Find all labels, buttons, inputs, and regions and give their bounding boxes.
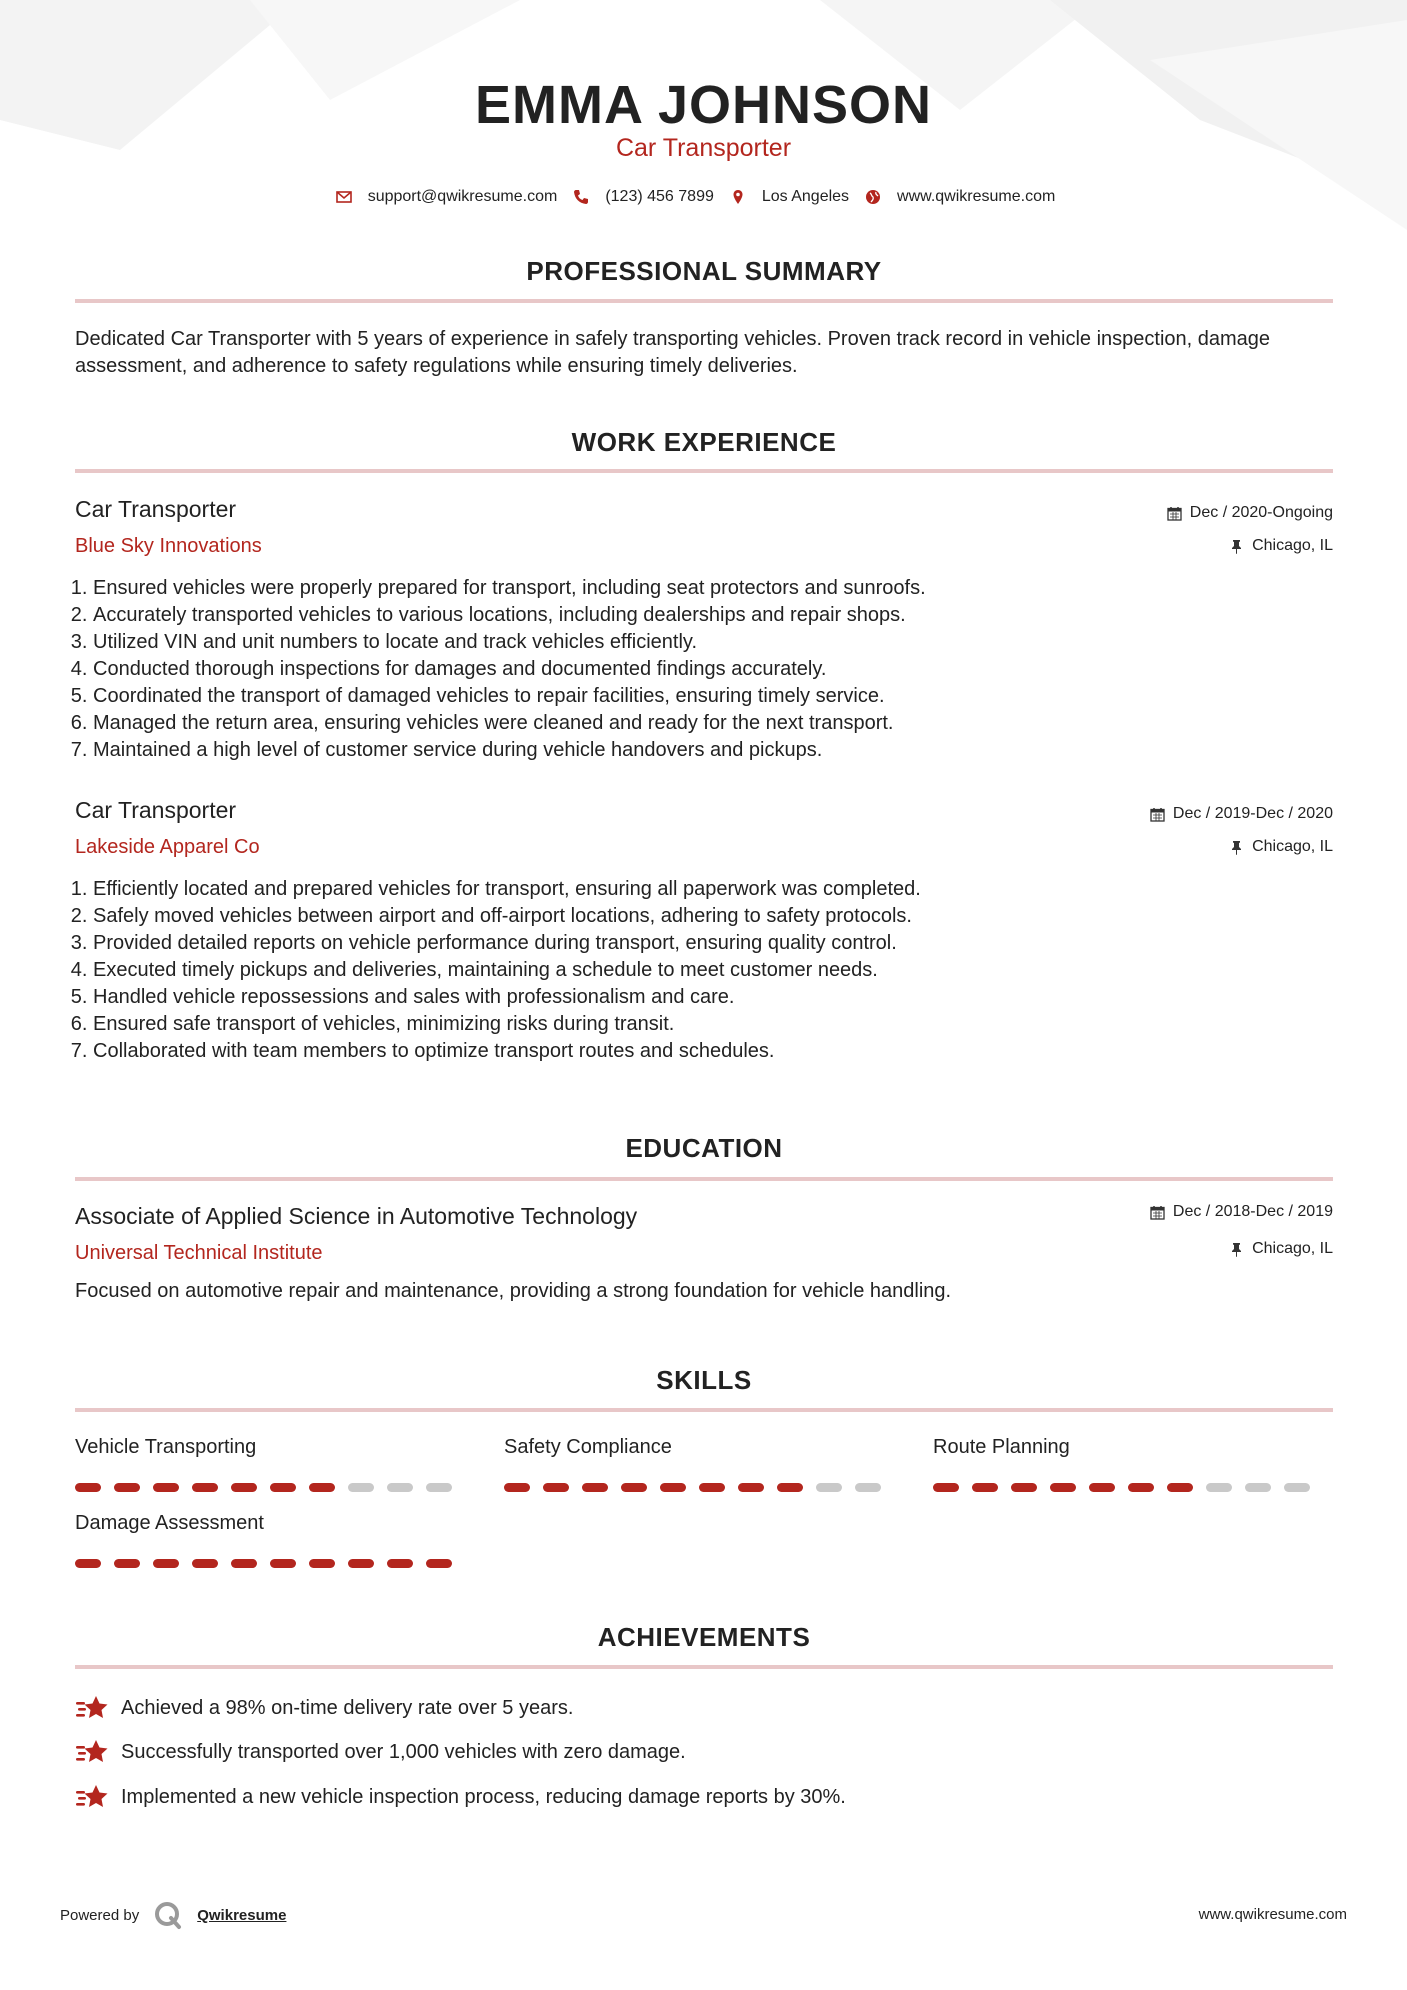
- achievement-item: [75, 1782, 846, 1812]
- skill-segment-filled: [75, 1559, 101, 1568]
- brand-link[interactable]: Qwikresume: [197, 1906, 287, 1924]
- skill-level-bar: [75, 1559, 452, 1568]
- skill-segment-filled: [933, 1483, 959, 1492]
- list-item: 5. Coordinated the transport of damaged vehicles to repair facilities, ensuring timely service.: [93, 683, 926, 710]
- qwikresume-logo-icon: [153, 1900, 183, 1930]
- job-title: Car Transporter: [75, 496, 237, 522]
- skill-segment-filled: [192, 1559, 218, 1568]
- skill-segment-filled: [1128, 1483, 1154, 1492]
- skill-segment-filled: [270, 1483, 296, 1492]
- skill-segment-empty: [426, 1483, 452, 1492]
- education-divider: [75, 1177, 1333, 1181]
- skill-segment-filled: [426, 1559, 452, 1568]
- job-date: [1167, 504, 1333, 522]
- skill-segment-filled: [1011, 1483, 1037, 1492]
- list-item: 7. Collaborated with team members to optimize transport routes and schedules.: [93, 1038, 921, 1065]
- skill-segment-filled: [231, 1483, 257, 1492]
- experience-divider: [75, 469, 1333, 473]
- job-date: [1150, 805, 1333, 823]
- skill-segment-filled: [543, 1483, 569, 1492]
- skill-name: Vehicle Transporting: [75, 1436, 257, 1458]
- skill-segment-filled: [777, 1483, 803, 1492]
- skill-name: Route Planning: [933, 1436, 1070, 1458]
- skill-name: Safety Compliance: [504, 1436, 672, 1458]
- job-location-text: Chicago, IL: [1252, 537, 1333, 554]
- list-item: 3. Utilized VIN and unit numbers to locate and track vehicles efficiently.: [93, 629, 926, 656]
- skill-segment-filled: [582, 1483, 608, 1492]
- pushpin-icon: [1229, 840, 1244, 855]
- skill-segment-filled: [621, 1483, 647, 1492]
- job-company: Blue Sky Innovations: [75, 535, 262, 557]
- skill-segment-filled: [153, 1483, 179, 1492]
- pushpin-icon: [1229, 1242, 1244, 1257]
- contact-location: Los Angeles: [761, 188, 850, 205]
- school-name: Universal Technical Institute: [75, 1242, 323, 1264]
- job-date-text: Dec / 2019-Dec / 2020: [1172, 805, 1333, 822]
- skill-segment-empty: [1284, 1483, 1310, 1492]
- skill-segment-filled: [309, 1559, 335, 1568]
- education-location-text: Chicago, IL: [1252, 1240, 1333, 1257]
- skill-level-bar: [75, 1483, 452, 1492]
- contact-bar: [0, 188, 1407, 206]
- skill-segment-filled: [114, 1559, 140, 1568]
- shooting-star-icon: [75, 1737, 109, 1767]
- skill-segment-filled: [504, 1483, 530, 1492]
- list-item: 6. Ensured safe transport of vehicles, minimizing risks during transit.: [93, 1011, 921, 1038]
- skill-segment-empty: [1245, 1483, 1271, 1492]
- list-item: 5. Handled vehicle repossessions and sales with professionalism and care.: [93, 984, 921, 1011]
- list-item: 7. Maintained a high level of customer service during vehicle handovers and pickups.: [93, 737, 926, 764]
- contact-website[interactable]: www.qwikresume.com: [897, 188, 1056, 205]
- education-date: [1150, 1203, 1333, 1221]
- calendar-icon: [1150, 1205, 1165, 1220]
- skills-divider: [75, 1408, 1333, 1412]
- job-location-text: Chicago, IL: [1252, 838, 1333, 855]
- education-date-text: Dec / 2018-Dec / 2019: [1172, 1203, 1333, 1220]
- footer-powered-by: [60, 1900, 286, 1930]
- job-date-text: Dec / 2020-Ongoing: [1189, 504, 1333, 521]
- contact-email[interactable]: support@qwikresume.com: [367, 188, 558, 205]
- skill-segment-filled: [114, 1483, 140, 1492]
- calendar-icon: [1150, 807, 1165, 822]
- skill-segment-filled: [699, 1483, 725, 1492]
- skill-segment-filled: [75, 1483, 101, 1492]
- achievement-text: Implemented a new vehicle inspection process, reducing damage reports by 30%.: [121, 1785, 846, 1808]
- candidate-role: Car Transporter: [615, 134, 792, 162]
- summary-text: Dedicated Car Transporter with 5 years of experience in safely transporting vehicles. Proven track record in vehicle inspection, damage assessment, and adherence to safety regulations while ensuring timely deliveries.: [75, 328, 1271, 377]
- skill-segment-filled: [309, 1483, 335, 1492]
- shooting-star-icon: [75, 1693, 109, 1723]
- list-item: 2. Safely moved vehicles between airport and off-airport locations, adhering to safety protocols.: [93, 903, 921, 930]
- pushpin-icon: [1229, 539, 1244, 554]
- skill-segment-filled: [231, 1559, 257, 1568]
- skill-segment-empty: [816, 1483, 842, 1492]
- job-location: [1229, 838, 1333, 856]
- achievements-heading: ACHIEVEMENTS: [597, 1622, 811, 1652]
- education-location: [1229, 1240, 1333, 1258]
- skill-segment-empty: [348, 1483, 374, 1492]
- skill-segment-filled: [1050, 1483, 1076, 1492]
- list-item: 1. Efficiently located and prepared vehicles for transport, ensuring all paperwork was completed.: [93, 876, 921, 903]
- phone-icon: [573, 189, 589, 205]
- education-heading: EDUCATION: [625, 1133, 783, 1163]
- skills-heading: SKILLS: [656, 1365, 752, 1395]
- list-item: 4. Executed timely pickups and deliveries, maintaining a schedule to meet customer needs.: [93, 957, 921, 984]
- achievement-text: Successfully transported over 1,000 vehicles with zero damage.: [121, 1740, 686, 1763]
- job-duties-list: [73, 575, 926, 764]
- skill-segment-empty: [1206, 1483, 1232, 1492]
- skill-name: Damage Assessment: [75, 1512, 264, 1534]
- achievement-item: [75, 1693, 573, 1723]
- skill-segment-filled: [1167, 1483, 1193, 1492]
- powered-by-label: Powered by: [60, 1906, 140, 1924]
- experience-heading: WORK EXPERIENCE: [571, 427, 837, 457]
- job-company: Lakeside Apparel Co: [75, 836, 260, 858]
- map-pin-icon: [730, 189, 746, 205]
- job-location: [1229, 537, 1333, 555]
- skill-segment-empty: [855, 1483, 881, 1492]
- skill-segment-empty: [387, 1483, 413, 1492]
- skill-segment-filled: [348, 1559, 374, 1568]
- skill-segment-filled: [153, 1559, 179, 1568]
- shooting-star-icon: [75, 1782, 109, 1812]
- list-item: 2. Accurately transported vehicles to various locations, including dealerships and repair shops.: [93, 602, 926, 629]
- list-item: 4. Conducted thorough inspections for damages and documented findings accurately.: [93, 656, 926, 683]
- achievement-item: [75, 1737, 686, 1767]
- envelope-icon: [336, 189, 352, 205]
- footer-website[interactable]: www.qwikresume.com: [1198, 1906, 1347, 1923]
- candidate-name: EMMA JOHNSON: [474, 75, 933, 135]
- summary-divider: [75, 299, 1333, 303]
- skill-segment-filled: [1089, 1483, 1115, 1492]
- degree-title: Associate of Applied Science in Automotive Technology: [75, 1203, 638, 1229]
- skill-segment-filled: [387, 1559, 413, 1568]
- skill-segment-filled: [192, 1483, 218, 1492]
- calendar-icon: [1167, 506, 1182, 521]
- contact-phone[interactable]: (123) 456 7899: [605, 188, 714, 205]
- skill-segment-filled: [270, 1559, 296, 1568]
- skill-segment-filled: [972, 1483, 998, 1492]
- summary-heading: PROFESSIONAL SUMMARY: [526, 256, 882, 286]
- skill-level-bar: [933, 1483, 1310, 1492]
- achievement-text: Achieved a 98% on-time delivery rate over 5 years.: [121, 1696, 574, 1719]
- list-item: 3. Provided detailed reports on vehicle performance during transport, ensuring quality control.: [93, 930, 921, 957]
- achievements-divider: [75, 1665, 1333, 1669]
- education-description: Focused on automotive repair and maintenance, providing a strong foundation for vehicle handling.: [75, 1280, 952, 1302]
- skill-level-bar: [504, 1483, 881, 1492]
- job-title: Car Transporter: [75, 797, 237, 823]
- list-item: 1. Ensured vehicles were properly prepared for transport, including seat protectors and sunroofs.: [93, 575, 926, 602]
- globe-icon: [865, 189, 881, 205]
- skill-segment-filled: [660, 1483, 686, 1492]
- job-duties-list: [73, 876, 921, 1065]
- skill-segment-filled: [738, 1483, 764, 1492]
- list-item: 6. Managed the return area, ensuring vehicles were cleaned and ready for the next transport.: [93, 710, 926, 737]
